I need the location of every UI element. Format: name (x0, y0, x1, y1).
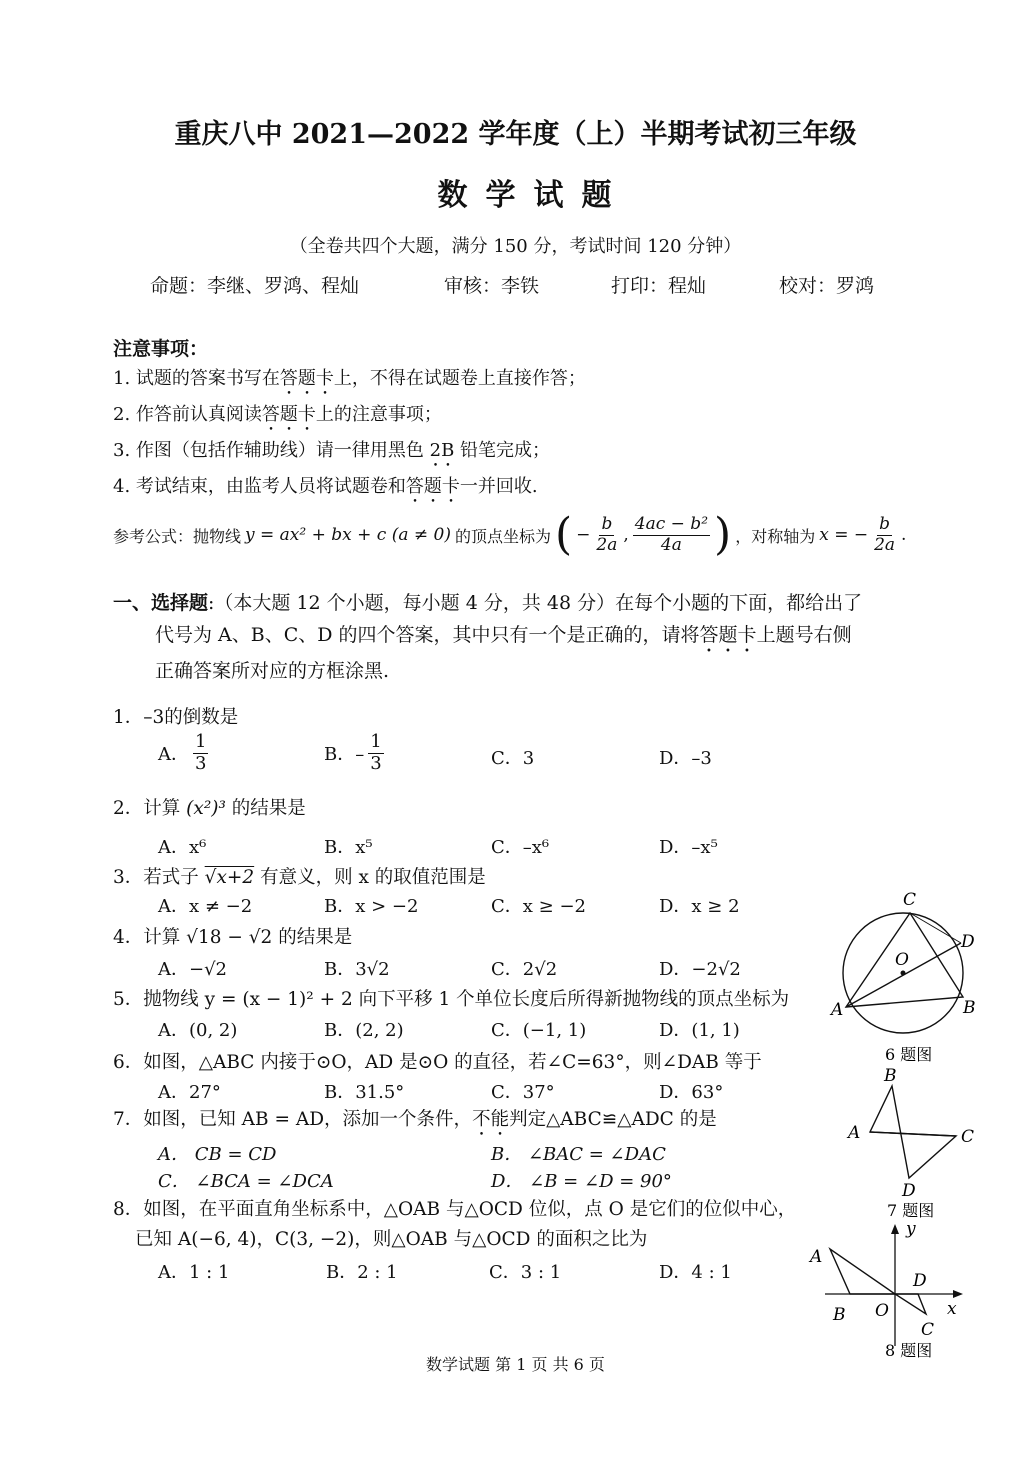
question-7-stem (113, 1105, 717, 1140)
label-o: O (875, 1301, 889, 1321)
q4-option-d: D．−2√2 (659, 959, 741, 980)
note-emph: 答题卡 (261, 404, 316, 425)
q3-option-a: A．x ≠ −2 (158, 896, 253, 917)
figure-8 (805, 1218, 1005, 1360)
staff-proposer: 命题：李继、罗鸿、程灿 (150, 275, 360, 297)
section1-line2 (155, 620, 852, 657)
question-3-stem (113, 863, 486, 889)
q2-option-a: A．x⁶ (158, 837, 207, 858)
q6-option-b: B．31.5° (324, 1082, 405, 1103)
q1-option-c: C．3 (491, 748, 535, 769)
y-axis-arrow (891, 1224, 899, 1234)
question-4-stem (113, 923, 352, 949)
notes-heading: 注意事项： (113, 338, 209, 360)
label-c: C (903, 890, 917, 910)
stem-text: 的结果是 (278, 927, 353, 948)
stem-text: 有意义，则 x 的取值范围是 (260, 867, 486, 888)
stem-text: 判定△ABC≌△ADC 的是 (509, 1109, 717, 1130)
q8-option-b: B．2 : 1 (326, 1262, 398, 1283)
section1-emph: 答题卡 (699, 624, 757, 646)
exam-title: 重庆八中 2021—2022 学年度（上）半期考试初三年级 (174, 119, 857, 150)
note-text: 上的注意事项； (315, 404, 442, 425)
period: . (901, 525, 907, 545)
label-a: A (831, 1000, 844, 1020)
stem-text: 的结果是 (231, 798, 306, 819)
triangle-oab (830, 1249, 895, 1294)
stem-text: 4．计算 (113, 927, 181, 948)
x-axis-arrow (953, 1290, 963, 1298)
frac-numerator: 4ac − b² (634, 513, 709, 534)
q4-option-a: A．−√2 (158, 959, 228, 980)
q4-option-b: B．3√2 (324, 959, 390, 980)
page-footer: 数学试题 第 1 页 共 6 页 (426, 1355, 605, 1374)
note-text: 上，不得在试题卷上直接作答； (333, 368, 586, 389)
q2-option-b: B．x⁵ (324, 837, 373, 858)
figure-7 (840, 1064, 1030, 1224)
note-text: 一并回收. (459, 476, 538, 497)
stem-expression: √18 − √2 (186, 927, 273, 948)
note-text: 2. 作答前认真阅读 (113, 404, 262, 425)
minus-sign: − (576, 525, 591, 545)
exam-info: （全卷共四个大题，满分 150 分，考试时间 120 分钟） (289, 236, 742, 257)
frac-numerator: b (879, 513, 891, 534)
center-dot (901, 971, 906, 976)
question-1-stem: 1．–3的倒数是 (113, 707, 239, 728)
q6-option-d: D．63° (659, 1082, 724, 1103)
stem-emph: 不能 (472, 1109, 510, 1130)
right-paren: ) (714, 509, 732, 560)
frac-denominator: 3 (195, 752, 207, 774)
label-y: y (906, 1219, 916, 1239)
q8-option-c: C．3 : 1 (489, 1262, 562, 1283)
q5-option-d: D．(1, 1) (659, 1020, 740, 1041)
note-text: 铅笔完成； (454, 440, 551, 461)
frac-denominator: 3 (370, 752, 382, 774)
q8-option-d: D．4 : 1 (659, 1262, 732, 1283)
frac-numerator: 1 (370, 731, 382, 752)
frac-denominator: 2a (596, 534, 618, 555)
label-a: A (810, 1247, 823, 1267)
note-emph: 答题卡 (405, 476, 460, 497)
label-d: D (902, 1181, 916, 1201)
note-item (113, 472, 538, 507)
note-emph: 答题卡 (279, 368, 334, 389)
frac-denominator: 2a (874, 534, 896, 555)
section1-desc: :（本大题 12 个小题，每小题 4 分，共 48 分）在每个小题的下面，都给出了 (208, 592, 863, 614)
q1-option-b (324, 732, 384, 774)
label-b: B (963, 998, 976, 1018)
note-item (113, 364, 586, 399)
left-paren: ( (555, 509, 573, 560)
comma: , (623, 525, 629, 545)
staff-proofreader: 校对：罗鸿 (779, 275, 875, 297)
frac-numerator: 1 (195, 731, 207, 752)
stem-text: 7．如图，已知 AB = AD，添加一个条件， (113, 1109, 473, 1130)
q6-option-c: C．37° (491, 1082, 555, 1103)
q3-option-d: D．x ≥ 2 (659, 896, 740, 917)
q5-option-a: A．(0, 2) (158, 1020, 238, 1041)
question-6-stem: 6．如图，△ABC 内接于⊙O，AD 是⊙O 的直径，若∠C=63°，则∠DAB 等于 (113, 1052, 762, 1073)
exam-subtitle: 数学试题 (437, 178, 630, 213)
option-label: A． (158, 744, 189, 766)
figure-8-caption: 8 题图 (885, 1341, 933, 1360)
axis-equation: x = − (819, 525, 869, 545)
note-item (113, 436, 550, 471)
stem-expression: (x²)³ (186, 798, 226, 819)
staff-reviewer: 审核：李铁 (444, 275, 540, 297)
label-c: C (961, 1127, 975, 1147)
q7-option-c: C． ∠BCA = ∠DCA (158, 1171, 334, 1192)
option-label: B．– (324, 744, 365, 766)
formula-label: 参考公式：抛物线 (113, 526, 242, 546)
label-o: O (895, 950, 909, 970)
formula-label: 的顶点坐标为 (454, 526, 551, 546)
stem-text: 2．计算 (113, 798, 181, 819)
question-2-stem (113, 794, 306, 820)
label-d: D (913, 1271, 927, 1291)
staff-printer: 打印：程灿 (611, 275, 707, 297)
segment-cd (910, 913, 961, 943)
q7-option-a: A． CB = CD (158, 1144, 277, 1165)
section1-line3: 正确答案所对应的方框涂黑. (155, 660, 390, 682)
frac-numerator: b (601, 513, 613, 534)
note-text: 1. 试题的答案书写在 (113, 368, 280, 389)
section1-desc: 上题号右侧 (756, 624, 852, 646)
axis-fraction (872, 515, 897, 555)
section1-heading: 一、选择题 (113, 592, 209, 614)
label-b: B (884, 1066, 897, 1086)
vertex-y-fraction (633, 515, 710, 555)
section1-line1 (113, 588, 862, 615)
label-a: A (848, 1123, 861, 1143)
q4-option-c: C．2√2 (491, 959, 558, 980)
figure-6 (825, 885, 1025, 1065)
label-c: C (921, 1320, 935, 1340)
label-d: D (961, 932, 975, 952)
q7-option-d: D． ∠B = ∠D = 90° (491, 1171, 672, 1192)
reference-formula (113, 505, 906, 565)
q5-option-b: B．(2, 2) (324, 1020, 404, 1041)
q3-option-b: B．x > −2 (324, 896, 419, 917)
q3-option-c: C．x ≥ −2 (491, 896, 586, 917)
question-8-stem: 8．如图，在平面直角坐标系中，△OAB 与△OCD 位似，点 O 是它们的位似中心， (113, 1199, 797, 1220)
q2-option-d: D．–x⁵ (659, 837, 718, 858)
label-b: B (833, 1305, 846, 1325)
frac-denominator: 4a (660, 534, 682, 555)
formula-equation: y = ax² + bx + c (a ≠ 0) (245, 525, 451, 545)
label-x: x (947, 1299, 957, 1319)
question-5-stem: 5．抛物线 y = (x − 1)² + 2 向下平移 1 个单位长度后所得新抛物线的顶点坐标为 (113, 989, 790, 1010)
option-fraction (193, 732, 208, 774)
q8-option-a: A．1 : 1 (158, 1262, 230, 1283)
q2-option-c: C．–x⁶ (491, 837, 550, 858)
note-emph: 2B (429, 440, 455, 461)
figure-7-caption: 7 题图 (887, 1201, 935, 1220)
q7-option-b: B． ∠BAC = ∠DAC (491, 1144, 666, 1165)
q1-option-d: D．–3 (659, 748, 712, 769)
vertex-x-fraction (594, 515, 619, 555)
diagonal-ac (870, 1132, 956, 1136)
note-item (113, 400, 442, 435)
formula-label: ，对称轴为 (735, 526, 816, 546)
q6-option-a: A．27° (158, 1082, 221, 1103)
section1-desc: 代号为 A、B、C、D 的四个答案，其中只有一个是正确的，请将 (155, 624, 700, 646)
option-fraction (368, 732, 383, 774)
note-text: 3. 作图（包括作辅助线）请一律用黑色 (113, 440, 430, 461)
question-8-stem-2: 已知 A(−6, 4)，C(3, −2)，则△OAB 与△OCD 的面积之比为 (135, 1229, 648, 1250)
triangle-ocd (895, 1294, 926, 1314)
stem-text: 3．若式子 (113, 867, 199, 888)
q1-option-a (158, 732, 208, 774)
figure-6-caption: 6 题图 (885, 1045, 933, 1064)
q5-option-c: C．(−1, 1) (491, 1020, 587, 1041)
stem-expression: √x+2 (204, 867, 255, 888)
note-text: 4. 考试结束，由监考人员将试题卷和 (113, 476, 406, 497)
